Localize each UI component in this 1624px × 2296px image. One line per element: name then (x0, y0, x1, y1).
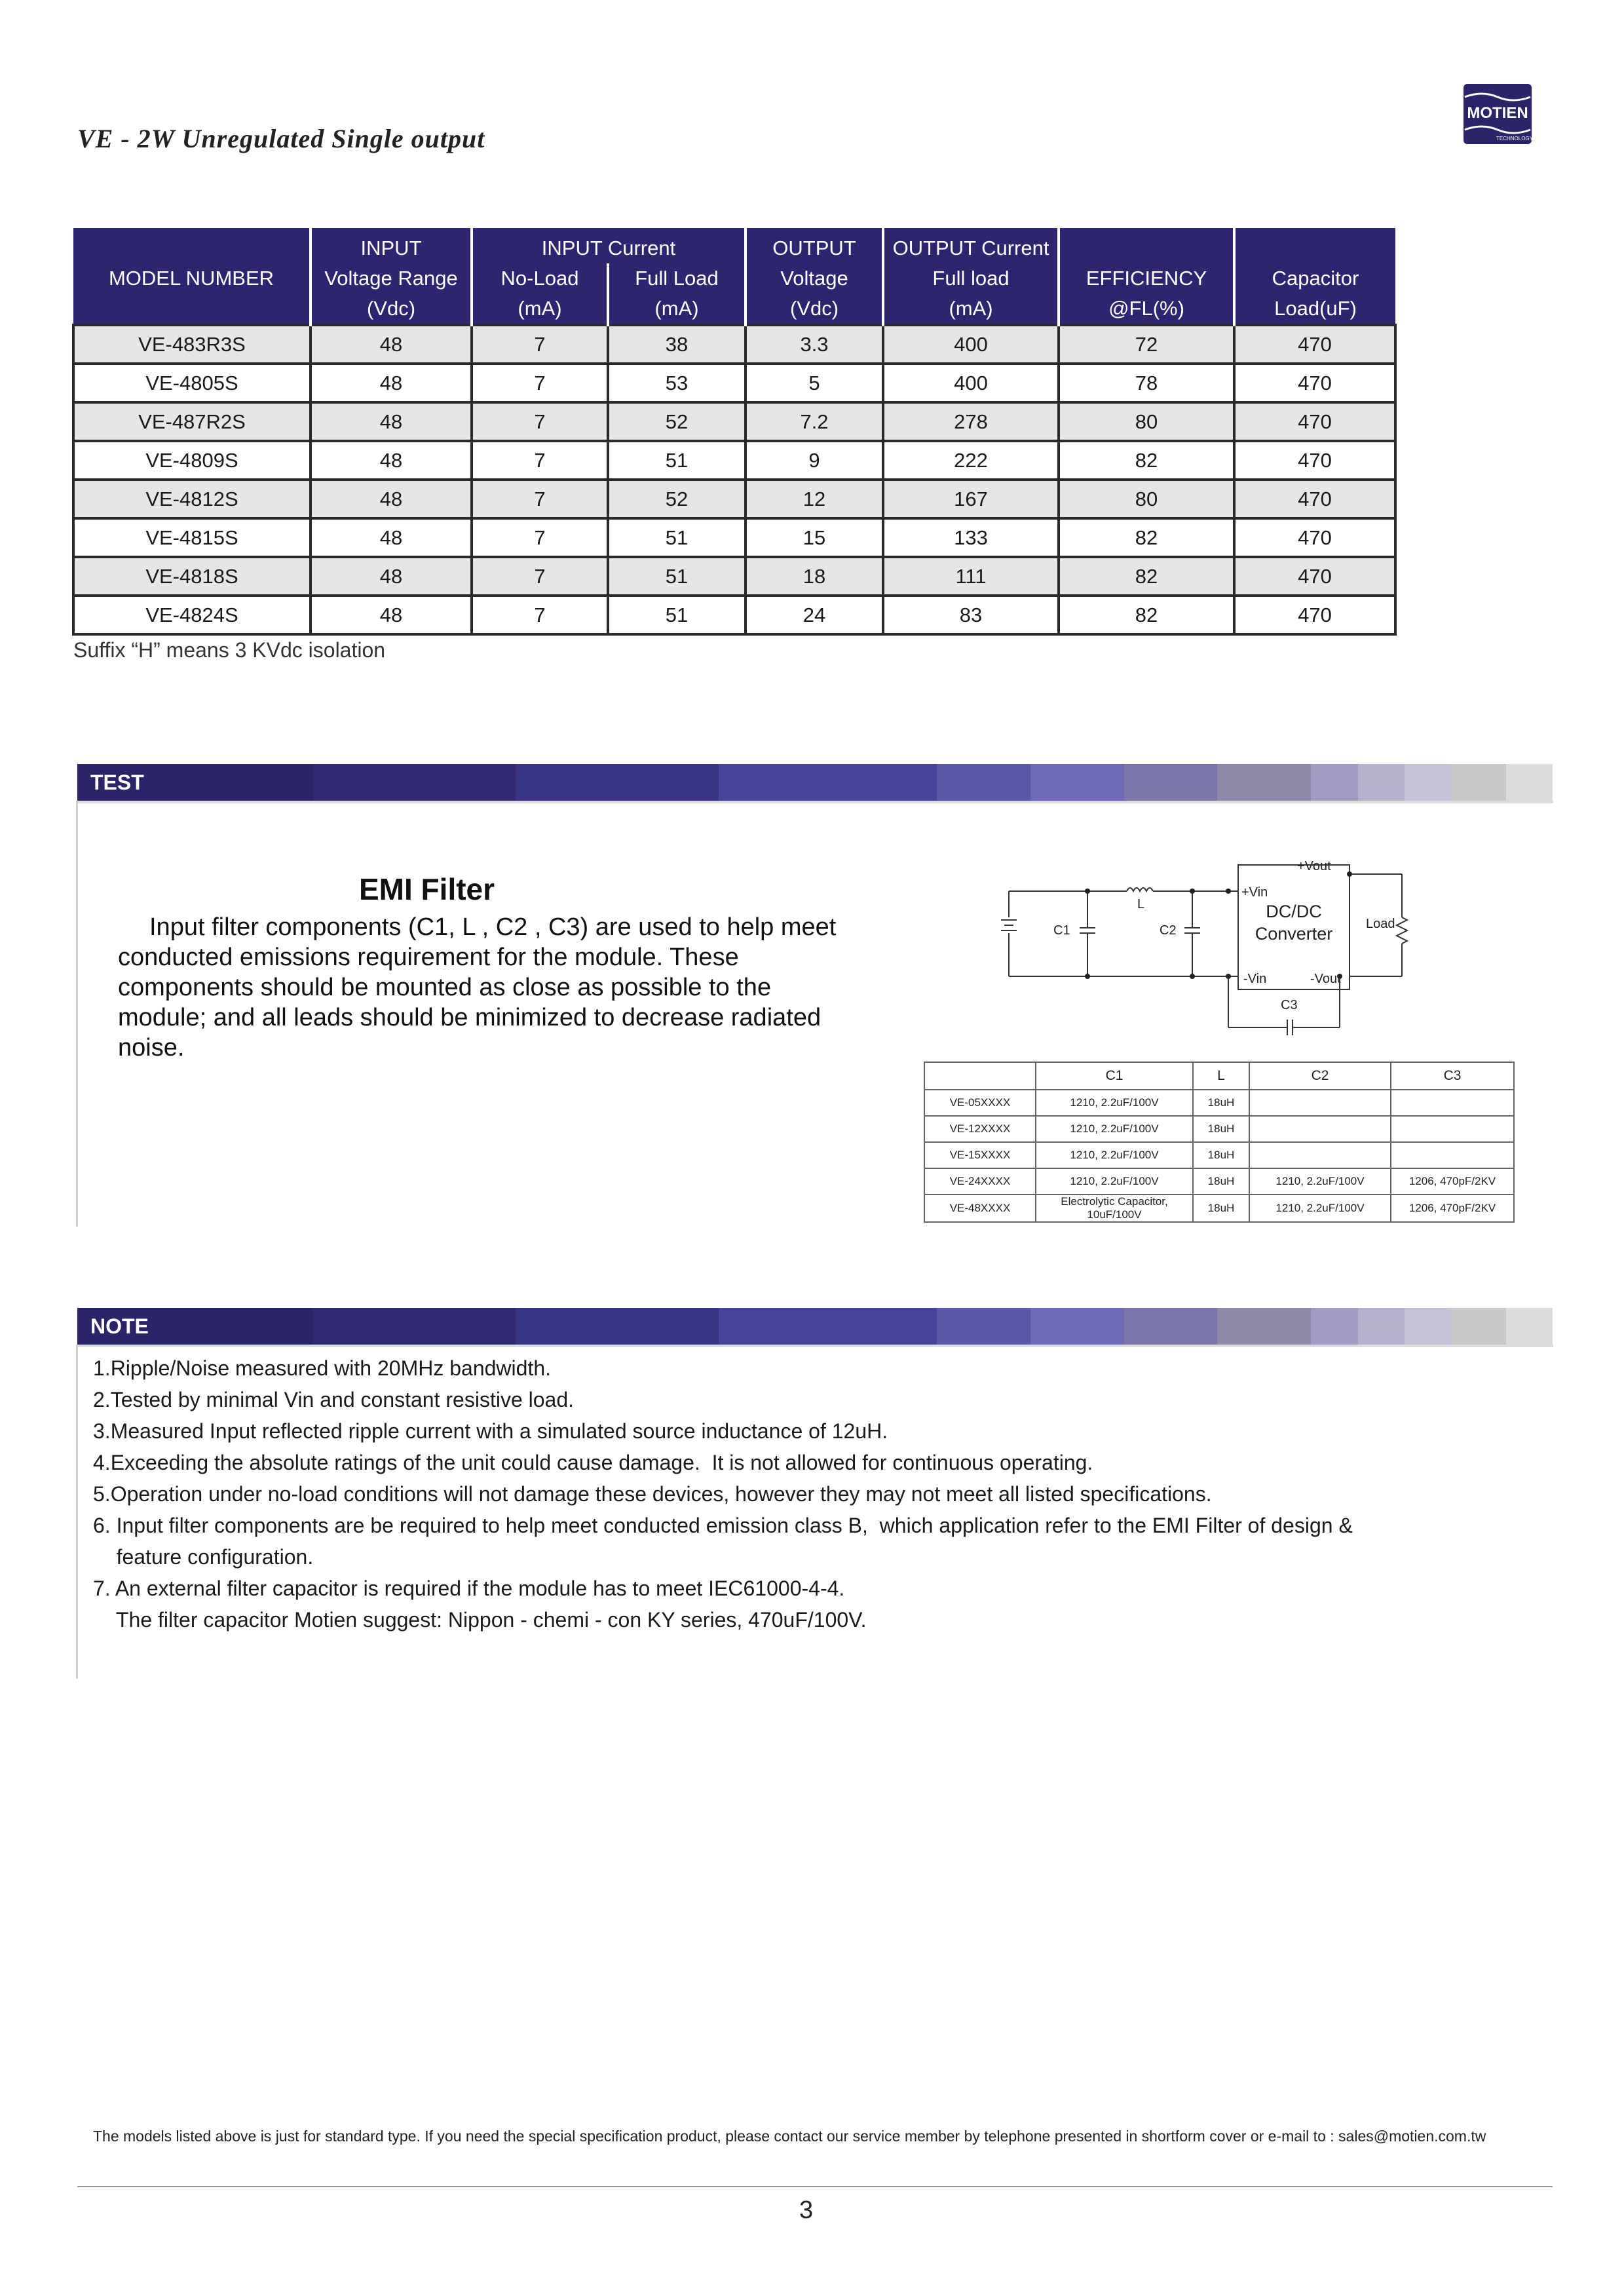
spec-cell: 82 (1059, 596, 1234, 634)
spec-cell: 48 (311, 441, 472, 480)
spec-header-row (73, 294, 1395, 325)
spec-cell: 167 (883, 480, 1059, 518)
component-header-cell: C2 (1249, 1062, 1391, 1090)
note-line: 4.Exceeding the absolute ratings of the unit could cause damage. It is not allowed for continuous operating. (93, 1451, 1093, 1474)
model-number-cell: VE-4818S (73, 557, 311, 596)
svg-text:L: L (1137, 897, 1145, 911)
spec-row (73, 364, 1395, 402)
section-label: NOTE (77, 1308, 313, 1345)
model-number-cell: VE-4812S (73, 480, 311, 518)
component-cell: 1206, 470pF/2KV (1391, 1195, 1514, 1222)
model-number-cell: VE-4805S (73, 364, 311, 402)
svg-text:DC/DC: DC/DC (1266, 902, 1322, 921)
spec-cell: 7 (472, 441, 608, 480)
spec-cell: 278 (883, 402, 1059, 441)
svg-text:-Vout: -Vout (1310, 972, 1341, 986)
spec-cell: 7 (472, 402, 608, 441)
model-number-cell: VE-4809S (73, 441, 311, 480)
component-cell: 1206, 470pF/2KV (1391, 1168, 1514, 1195)
spec-cell: 222 (883, 441, 1059, 480)
spec-header-cell: EFFICIENCY (1059, 263, 1234, 294)
filter-component-table (924, 1062, 1515, 1223)
spec-cell: 78 (1059, 364, 1234, 402)
spec-header-cell: Capacitor (1234, 263, 1395, 294)
spec-row (73, 596, 1395, 634)
component-row (924, 1142, 1514, 1168)
emi-filter-circuit-diagram (983, 852, 1441, 1048)
spec-row (73, 441, 1395, 480)
svg-text:C2: C2 (1160, 923, 1177, 938)
spec-cell: 48 (311, 364, 472, 402)
component-cell: VE-15XXXX (924, 1142, 1036, 1168)
spec-cell: 38 (608, 325, 746, 364)
svg-text:C3: C3 (1281, 998, 1298, 1012)
spec-header-cell: (Vdc) (746, 294, 883, 325)
spec-cell: 82 (1059, 557, 1234, 596)
spec-header-cell: (mA) (472, 294, 608, 325)
component-header-cell: L (1193, 1062, 1249, 1090)
spec-cell: 48 (311, 402, 472, 441)
component-cell (1249, 1142, 1391, 1168)
spec-cell: 52 (608, 402, 746, 441)
spec-cell: 470 (1234, 402, 1395, 441)
spec-cell: 7 (472, 596, 608, 634)
spec-cell: 48 (311, 518, 472, 557)
spec-cell: 7 (472, 364, 608, 402)
spec-cell: 470 (1234, 364, 1395, 402)
spec-header-cell: OUTPUT Current (883, 228, 1059, 263)
spec-cell: 5 (746, 364, 883, 402)
spec-header-cell (73, 294, 311, 325)
emi-filter-text: Input filter components (C1, L , C2 , C3) are used to help meet conducted emissions requirement for the module. These components should be mounted as close as possible to the module; and all leads should be minimized to decrease radiated noise. (118, 913, 837, 1062)
component-cell: 1210, 2.2uF/100V (1036, 1142, 1193, 1168)
component-cell (1249, 1090, 1391, 1116)
spec-header-cell: OUTPUT (746, 228, 883, 263)
svg-text:-Vin: -Vin (1243, 972, 1267, 986)
spec-header-cell (1234, 228, 1395, 263)
spec-header-cell: @FL(%) (1059, 294, 1234, 325)
spec-cell: 470 (1234, 596, 1395, 634)
spec-cell: 9 (746, 441, 883, 480)
footer-rule (77, 2186, 1553, 2187)
spec-cell: 82 (1059, 441, 1234, 480)
spec-cell: 53 (608, 364, 746, 402)
spec-cell: 133 (883, 518, 1059, 557)
component-cell: VE-24XXXX (924, 1168, 1036, 1195)
test-configurations-bar (77, 764, 1553, 831)
spec-cell: 18 (746, 557, 883, 596)
component-row (924, 1116, 1514, 1142)
svg-text:Converter: Converter (1255, 924, 1333, 944)
spec-cell: 51 (608, 557, 746, 596)
component-cell: 18uH (1193, 1168, 1249, 1195)
spec-header-cell (1059, 228, 1234, 263)
spec-header-row (73, 263, 1395, 294)
spec-header-cell: Voltage Range (311, 263, 472, 294)
spec-row (73, 402, 1395, 441)
svg-text:+Vin: +Vin (1241, 885, 1268, 900)
component-cell: 1210, 2.2uF/100V (1036, 1168, 1193, 1195)
spec-header-cell: INPUT Current (472, 228, 746, 263)
component-cell: Electrolytic Capacitor, 10uF/100V (1036, 1195, 1193, 1222)
component-row (924, 1090, 1514, 1116)
spec-cell: 7 (472, 480, 608, 518)
component-cell: 18uH (1193, 1142, 1249, 1168)
spec-header-cell: MODEL NUMBER (73, 263, 311, 294)
component-row (924, 1195, 1514, 1222)
model-number-cell: VE-4815S (73, 518, 311, 557)
page-title: VE - 2W Unregulated Single output (77, 124, 485, 153)
component-cell: VE-48XXXX (924, 1195, 1036, 1222)
page-number: 3 (799, 2196, 814, 2224)
spec-cell: 80 (1059, 480, 1234, 518)
spec-cell: 15 (746, 518, 883, 557)
model-number-cell: VE-483R3S (73, 325, 311, 364)
spec-header-cell: (mA) (608, 294, 746, 325)
model-number-cell: VE-487R2S (73, 402, 311, 441)
spec-cell: 82 (1059, 518, 1234, 557)
spec-header-cell: (mA) (883, 294, 1059, 325)
spec-header-cell: (Vdc) (311, 294, 472, 325)
svg-text:MOTIEN: MOTIEN (1467, 104, 1528, 122)
model-number-cell: VE-4824S (73, 596, 311, 634)
component-cell (1391, 1142, 1514, 1168)
spec-cell: 51 (608, 596, 746, 634)
spec-cell: 470 (1234, 518, 1395, 557)
spec-cell: 48 (311, 596, 472, 634)
spec-cell: 48 (311, 557, 472, 596)
note-line: 1.Ripple/Noise measured with 20MHz bandwidth. (93, 1356, 552, 1380)
spec-cell: 72 (1059, 325, 1234, 364)
spec-cell: 48 (311, 480, 472, 518)
note-line: 3.Measured Input reflected ripple current with a simulated source inductance of 12uH. (93, 1419, 888, 1443)
spec-cell: 7.2 (746, 402, 883, 441)
component-cell: 1210, 2.2uF/100V (1249, 1195, 1391, 1222)
spec-cell: 470 (1234, 325, 1395, 364)
spec-cell: 470 (1234, 480, 1395, 518)
component-cell: 18uH (1193, 1195, 1249, 1222)
spec-header-cell: Full load (883, 263, 1059, 294)
motien-logo (1456, 77, 1539, 151)
note-line: 5.Operation under no-load conditions will not damage these devices, however they may not meet all listed specifications. (93, 1482, 1212, 1506)
spec-table (72, 228, 1397, 636)
footer-disclaimer: The models listed above is just for standard type. If you need the special specification product, please contact our service member by telephone presented in shortform cover or e-mail to : sales@motien.com.tw (93, 2128, 1486, 2145)
spec-cell: 12 (746, 480, 883, 518)
component-cell (1391, 1090, 1514, 1116)
spec-cell: 48 (311, 325, 472, 364)
note-line: 6. Input filter components are be required to help meet conducted emission class B, which application refer to the EMI Filter of design & (93, 1514, 1353, 1537)
note-line: 7. An external filter capacitor is required if the module has to meet IEC61000-4-4. (93, 1577, 845, 1600)
spec-cell: 7 (472, 325, 608, 364)
spec-cell: 7 (472, 557, 608, 596)
section-label: TEST CONFIGURATIONS (77, 764, 313, 801)
spec-cell: 3.3 (746, 325, 883, 364)
note-line: 2.Tested by minimal Vin and constant resistive load. (93, 1388, 575, 1411)
component-cell (1249, 1116, 1391, 1142)
component-row (924, 1168, 1514, 1195)
note-line: The filter capacitor Motien suggest: Nippon - chemi - con KY series, 470uF/100V. (93, 1608, 867, 1632)
component-cell: 1210, 2.2uF/100V (1036, 1090, 1193, 1116)
component-cell: 18uH (1193, 1116, 1249, 1142)
component-header-cell (924, 1062, 1036, 1090)
spec-header-cell: INPUT (311, 228, 472, 263)
spec-cell: 7 (472, 518, 608, 557)
spec-row (73, 480, 1395, 518)
spec-cell: 24 (746, 596, 883, 634)
spec-row (73, 518, 1395, 557)
suffix-note: Suffix “H” means 3 KVdc isolation (73, 638, 386, 662)
emi-filter-title: EMI Filter (359, 872, 495, 906)
svg-text:+Vout: +Vout (1297, 859, 1331, 873)
spec-cell: 470 (1234, 557, 1395, 596)
component-cell: VE-12XXXX (924, 1116, 1036, 1142)
spec-cell: 51 (608, 441, 746, 480)
component-header-row (924, 1062, 1514, 1090)
spec-cell: 111 (883, 557, 1059, 596)
spec-header-row (73, 228, 1395, 263)
component-header-cell: C1 (1036, 1062, 1193, 1090)
svg-text:C1: C1 (1053, 923, 1070, 938)
spec-cell: 52 (608, 480, 746, 518)
component-header-cell: C3 (1391, 1062, 1514, 1090)
component-cell: 1210, 2.2uF/100V (1036, 1116, 1193, 1142)
spec-header-cell: Voltage (746, 263, 883, 294)
spec-header-cell: Full Load (608, 263, 746, 294)
notes-list (93, 1352, 1534, 1636)
spec-cell: 83 (883, 596, 1059, 634)
spec-cell: 470 (1234, 441, 1395, 480)
spec-cell: 51 (608, 518, 746, 557)
component-cell: 18uH (1193, 1090, 1249, 1116)
component-cell: 1210, 2.2uF/100V (1249, 1168, 1391, 1195)
note-line: feature configuration. (93, 1545, 314, 1569)
svg-text:Load: Load (1366, 917, 1395, 931)
spec-header-cell (73, 228, 311, 263)
component-cell (1391, 1116, 1514, 1142)
spec-row (73, 325, 1395, 364)
spec-row (73, 557, 1395, 596)
spec-header-cell: No-Load (472, 263, 608, 294)
svg-text:TECHNOLOGY: TECHNOLOGY (1496, 136, 1534, 142)
spec-cell: 80 (1059, 402, 1234, 441)
note-bar (77, 1308, 1553, 1345)
spec-cell: 400 (883, 325, 1059, 364)
spec-cell: 400 (883, 364, 1059, 402)
component-cell: VE-05XXXX (924, 1090, 1036, 1116)
spec-header-cell: Load(uF) (1234, 294, 1395, 325)
